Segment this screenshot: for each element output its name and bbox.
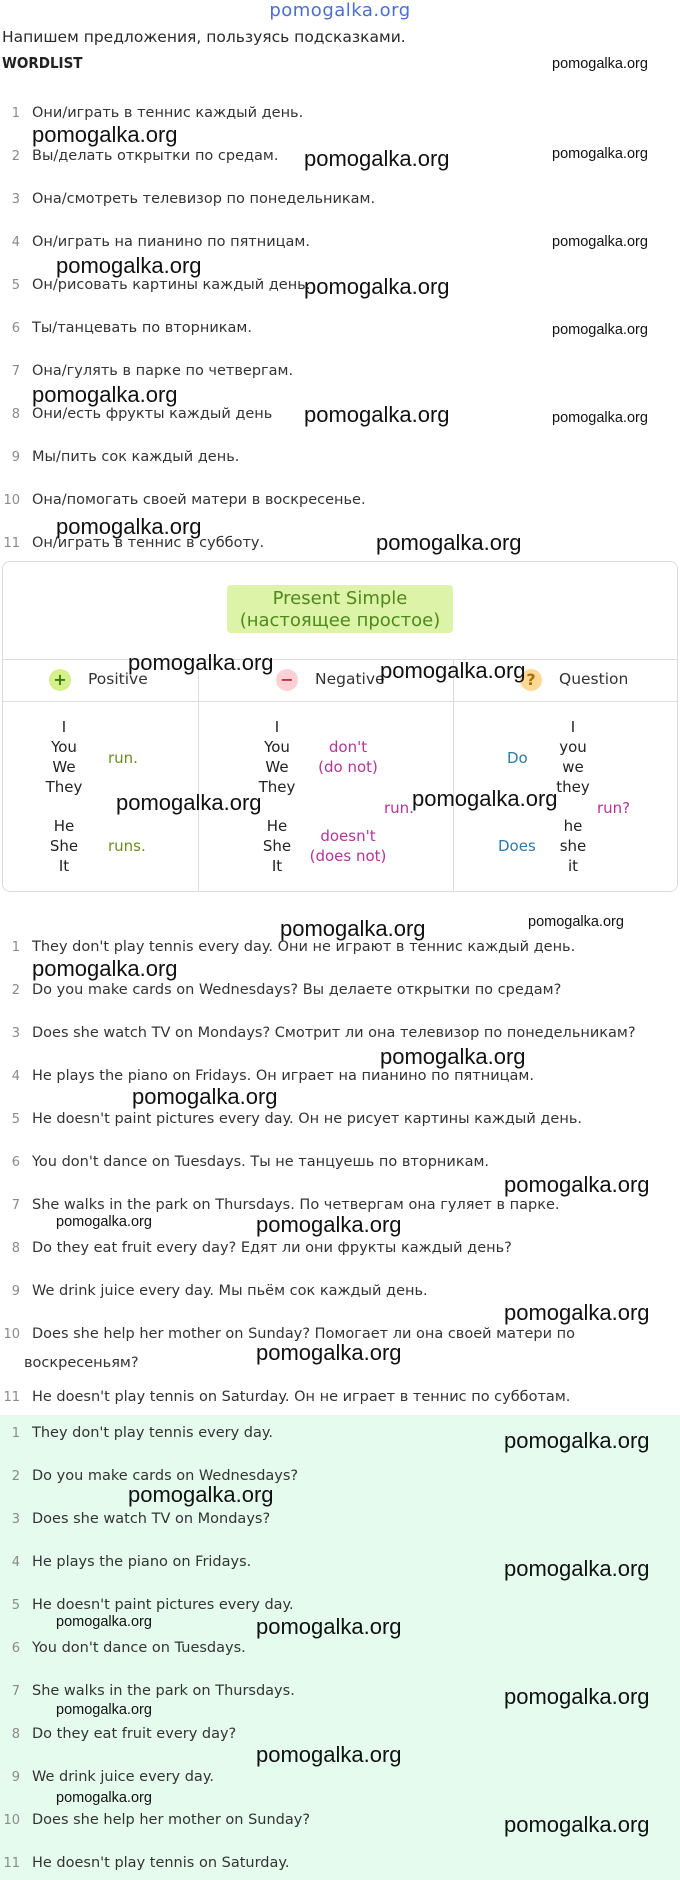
watermark: pomogalka.org [380, 658, 526, 683]
grammar-title [227, 585, 453, 633]
translation-text: He doesn't play tennis on Saturday. Он не играет в теннис по субботам. [32, 1389, 571, 1405]
prompt-number: 1 [11, 106, 20, 121]
answer-number: 5 [11, 1598, 20, 1613]
answer-text: You don't dance on Tuesdays. [32, 1640, 246, 1656]
prompt-text: Он/рисовать картины каждый день. [32, 277, 311, 293]
question-icon: ? [520, 669, 542, 691]
answer-text: He doesn't play tennis on Saturday. [32, 1855, 290, 1871]
translation-text: Does she help her mother on Sunday? Помогает ли она своей матери по [32, 1326, 575, 1342]
translation-number: 9 [11, 1284, 20, 1299]
watermark: pomogalka.org [256, 1212, 402, 1237]
translation-text: Does she watch TV on Mondays? Смотрит ли она телевизор по понедельникам? [32, 1025, 636, 1041]
prompt-text: Они/есть фрукты каждый день [32, 406, 273, 422]
pronoun: It [271, 857, 283, 875]
do-aux: Do [507, 749, 528, 767]
negative-label: Negative [315, 670, 385, 688]
pronoun: We [265, 758, 289, 776]
answer-number: 11 [3, 1856, 20, 1871]
table-divider [2, 701, 678, 702]
pronoun: we [562, 758, 584, 776]
watermark: pomogalka.org [32, 122, 178, 147]
answer-number: 4 [11, 1555, 20, 1570]
prompt-number: 11 [3, 536, 20, 551]
translation-text: They don't play tennis every day. Они не играют в теннис каждый день. [32, 939, 576, 955]
pronoun: she [559, 837, 587, 855]
pronoun: You [264, 738, 290, 756]
prompt-number: 4 [11, 235, 20, 250]
prompt-number: 10 [3, 493, 20, 508]
answer-number: 6 [11, 1641, 20, 1656]
prompt-text: Вы/делать открытки по средам. [32, 148, 279, 164]
verb-run-question: run? [597, 799, 631, 817]
prompt-text: Мы/пить сок каждый день. [32, 449, 240, 465]
pronoun: He [53, 817, 75, 835]
pronoun: They [258, 778, 296, 796]
translation-text: She walks in the park on Thursdays. По четвергам она гуляет в парке. [32, 1197, 560, 1213]
watermark: pomogalka.org [56, 1214, 152, 1230]
site-logo: pomogalka.org [269, 0, 411, 21]
prompt-text: Ты/танцевать по вторникам. [32, 320, 252, 336]
doesnt-aux: doesn't [320, 827, 376, 845]
prompt-number: 5 [11, 278, 20, 293]
watermark: pomogalka.org [504, 1812, 650, 1837]
pronoun: they [556, 778, 590, 796]
table-divider [198, 659, 199, 891]
watermark: pomogalka.org [552, 56, 648, 72]
prompt-text: Она/смотреть телевизор по понедельникам. [32, 191, 376, 207]
translation-number: 6 [11, 1155, 20, 1170]
watermark: pomogalka.org [552, 410, 648, 426]
watermark: pomogalka.org [128, 1482, 274, 1507]
watermark: pomogalka.org [280, 916, 426, 941]
translation-number: 10 [3, 1327, 20, 1342]
pronoun: I [570, 718, 576, 736]
answer-number: 1 [11, 1426, 20, 1441]
answer-number: 7 [11, 1684, 20, 1699]
watermark: pomogalka.org [56, 1702, 152, 1718]
plus-icon: + [49, 669, 71, 691]
do-not-aux: (do not) [318, 758, 378, 776]
pronoun: We [52, 758, 76, 776]
answer-text: Does she help her mother on Sunday? [32, 1812, 311, 1828]
watermark: pomogalka.org [380, 1044, 526, 1069]
grammar-title-line2: (настоящее простое) [239, 610, 441, 631]
watermark: pomogalka.org [56, 514, 202, 539]
watermark: pomogalka.org [56, 253, 202, 278]
watermark: pomogalka.org [504, 1556, 650, 1581]
prompt-number: 3 [11, 192, 20, 207]
prompt-text: Она/помогать своей матери в воскресенье. [32, 492, 366, 508]
translation-text: Do you make cards on Wednesdays? Вы делаете открытки по средам? [32, 982, 562, 998]
pronoun: I [274, 718, 280, 736]
prompt-number: 6 [11, 321, 20, 336]
pronoun: They [45, 778, 83, 796]
translation-number: 5 [11, 1112, 20, 1127]
pronoun: She [262, 837, 292, 855]
prompt-text: Он/играть в теннис в субботу. [32, 535, 265, 551]
prompt-number: 7 [11, 364, 20, 379]
positive-label: Positive [88, 670, 148, 688]
answer-text: She walks in the park on Thursdays. [32, 1683, 295, 1699]
watermark: pomogalka.org [504, 1684, 650, 1709]
watermark: pomogalka.org [56, 1614, 152, 1630]
prompt-number: 2 [11, 149, 20, 164]
prompt-number: 9 [11, 450, 20, 465]
watermark: pomogalka.org [256, 1614, 402, 1639]
minus-icon: − [276, 669, 298, 691]
answer-number: 9 [11, 1770, 20, 1785]
table-divider [453, 659, 454, 891]
pronoun: he [563, 817, 583, 835]
pronoun: you [559, 738, 587, 756]
pronoun: He [266, 817, 288, 835]
answer-text: We drink juice every day. [32, 1769, 214, 1785]
translation-number: 7 [11, 1198, 20, 1213]
answer-number: 2 [11, 1469, 20, 1484]
does-aux: Does [498, 837, 536, 855]
translation-number: 1 [11, 940, 20, 955]
watermark: pomogalka.org [504, 1300, 650, 1325]
translation-text: He plays the piano on Fridays. Он играет на пианино по пятницам. [32, 1068, 534, 1084]
translation-text: We drink juice every day. Мы пьём сок каждый день. [32, 1283, 428, 1299]
answer-number: 8 [11, 1727, 20, 1742]
pronoun: it [567, 857, 579, 875]
answer-text: Does she watch TV on Mondays? [32, 1511, 271, 1527]
wordlist-heading: WORDLIST [2, 54, 83, 72]
answer-number: 3 [11, 1512, 20, 1527]
grammar-title-line1: Present Simple [272, 588, 408, 609]
watermark: pomogalka.org [304, 146, 450, 171]
dont-aux: don't [328, 738, 368, 756]
translation-number: 3 [11, 1026, 20, 1041]
prompt-number: 8 [11, 407, 20, 422]
translation-text: You don't dance on Tuesdays. Ты не танцуешь по вторникам. [32, 1154, 490, 1170]
pronoun: It [58, 857, 70, 875]
watermark: pomogalka.org [256, 1340, 402, 1365]
answer-text: Do you make cards on Wednesdays? [32, 1468, 299, 1484]
watermark: pomogalka.org [412, 786, 558, 811]
watermark: pomogalka.org [132, 1084, 278, 1109]
verb-run-negative: run. [384, 799, 414, 817]
translation-text-continued: воскресеньям? [24, 1355, 139, 1371]
watermark: pomogalka.org [116, 790, 262, 815]
watermark: pomogalka.org [504, 1172, 650, 1197]
translation-number: 4 [11, 1069, 20, 1084]
watermark: pomogalka.org [304, 274, 450, 299]
intro-text: Напишем предложения, пользуясь подсказками. [2, 28, 406, 46]
watermark: pomogalka.org [256, 1742, 402, 1767]
pronoun: She [49, 837, 79, 855]
watermark: pomogalka.org [128, 650, 274, 675]
translation-number: 11 [3, 1390, 20, 1405]
watermark: pomogalka.org [304, 402, 450, 427]
pronoun: I [61, 718, 67, 736]
watermark: pomogalka.org [552, 146, 648, 162]
verb-run: run. [108, 749, 138, 767]
translation-number: 2 [11, 983, 20, 998]
watermark: pomogalka.org [56, 1790, 152, 1806]
answer-text: He plays the piano on Fridays. [32, 1554, 252, 1570]
verb-runs: runs. [108, 837, 146, 855]
watermark: pomogalka.org [32, 956, 178, 981]
watermark: pomogalka.org [552, 234, 648, 250]
watermark: pomogalka.org [552, 322, 648, 338]
answer-text: They don't play tennis every day. [32, 1425, 273, 1441]
prompt-text: Она/гулять в парке по четвергам. [32, 363, 294, 379]
translation-text: Do they eat fruit every day? Едят ли они фрукты каждый день? [32, 1240, 512, 1256]
prompt-text: Он/играть на пианино по пятницам. [32, 234, 310, 250]
watermark: pomogalka.org [528, 914, 624, 930]
pronoun: You [51, 738, 77, 756]
prompt-text: Они/играть в теннис каждый день. [32, 105, 304, 121]
table-divider [2, 659, 678, 660]
answer-text: Do they eat fruit every day? [32, 1726, 237, 1742]
translation-number: 8 [11, 1241, 20, 1256]
answer-text: He doesn't paint pictures every day. [32, 1597, 294, 1613]
watermark: pomogalka.org [32, 382, 178, 407]
watermark: pomogalka.org [376, 530, 522, 555]
answer-number: 10 [3, 1813, 20, 1828]
question-label: Question [559, 670, 629, 688]
does-not-aux: (does not) [309, 847, 387, 865]
translation-text: He doesn't paint pictures every day. Он не рисует картины каждый день. [32, 1111, 582, 1127]
watermark: pomogalka.org [504, 1428, 650, 1453]
